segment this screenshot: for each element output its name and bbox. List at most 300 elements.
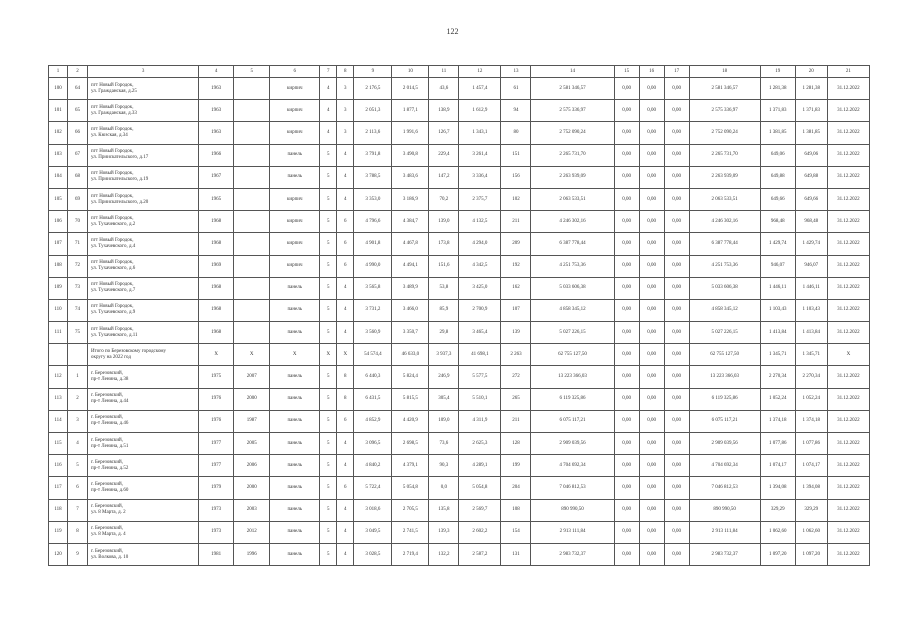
table-cell: 128 bbox=[501, 433, 531, 455]
address-cell: пгт Новый Городок, ул. Тухачевского, д.11 bbox=[88, 322, 199, 344]
table-cell: 0,00 bbox=[639, 366, 664, 388]
table-cell: 6 075 117,21 bbox=[531, 410, 614, 432]
table-cell: 1 052,24 bbox=[795, 388, 827, 410]
address-cell: пгт Новый Городок, ул. Приискательского, д.17 bbox=[88, 144, 199, 166]
table-cell: 2 263 939,09 bbox=[531, 166, 614, 188]
table-cell: 0,00 bbox=[614, 433, 639, 455]
table-cell: 31.12.2022 bbox=[827, 78, 869, 100]
address-cell: пгт Новый Городок, ул. Тухачевского, д.2 bbox=[88, 211, 199, 233]
table-cell: 4 858 345,12 bbox=[531, 299, 614, 321]
table-cell: 6 119 325,86 bbox=[531, 388, 614, 410]
table-cell: 3 353,0 bbox=[354, 188, 392, 210]
table-cell: 4 132,5 bbox=[459, 211, 501, 233]
table-cell: 31.12.2022 bbox=[827, 521, 869, 543]
table-cell: 3 489,9 bbox=[392, 277, 429, 299]
table-cell: 0,00 bbox=[614, 410, 639, 432]
table-cell: 4 384,7 bbox=[392, 211, 429, 233]
table-cell: 3 465,4 bbox=[459, 322, 501, 344]
table-cell: X bbox=[320, 344, 337, 366]
table-cell: кирпич bbox=[270, 211, 320, 233]
table-cell: 1 457,4 bbox=[459, 78, 501, 100]
address-cell: г. Березовский, пр-т Ленина, д.46 bbox=[88, 410, 199, 432]
table-cell: 0,00 bbox=[614, 299, 639, 321]
table-cell: 4 bbox=[337, 499, 354, 521]
table-cell: 109,0 bbox=[429, 410, 459, 432]
table-cell: 3 bbox=[337, 100, 354, 122]
address-cell: г. Березовский, ул. Волкова, д. 10 bbox=[88, 543, 199, 565]
table-cell: 1987 bbox=[234, 410, 270, 432]
table-cell: панель bbox=[270, 322, 320, 344]
column-number: 14 bbox=[531, 66, 614, 78]
address-cell: пгт Новый Городок, ул. Тухачевского, д.7 bbox=[88, 277, 199, 299]
table-cell: 2012 bbox=[234, 521, 270, 543]
table-cell: панель bbox=[270, 433, 320, 455]
table-cell: 6 119 325,86 bbox=[689, 388, 760, 410]
table-cell: 131 bbox=[501, 543, 531, 565]
address-cell: пгт Новый Городок, ул. Гражданская, д.33 bbox=[88, 100, 199, 122]
table-cell: 3 791,8 bbox=[354, 144, 392, 166]
table-cell: 6 440,3 bbox=[354, 366, 392, 388]
table-cell: 31.12.2022 bbox=[827, 144, 869, 166]
table-cell: 3 731,2 bbox=[354, 299, 392, 321]
table-cell: 0,00 bbox=[639, 543, 664, 565]
table-row bbox=[49, 122, 870, 144]
table-cell: 3 937,3 bbox=[429, 344, 459, 366]
table-cell: 31.12.2022 bbox=[827, 188, 869, 210]
address-cell: г. Березовский, пр-т Ленина, д.51 bbox=[88, 433, 199, 455]
table-cell: 4 bbox=[337, 299, 354, 321]
table-cell: 4 bbox=[337, 521, 354, 543]
table-cell: 0,00 bbox=[614, 166, 639, 188]
table-cell: 3 096,5 bbox=[354, 433, 392, 455]
table-cell: 3 565,8 bbox=[354, 277, 392, 299]
table-cell: 246,9 bbox=[429, 366, 459, 388]
table-cell: 890 990,50 bbox=[531, 499, 614, 521]
table-cell: кирпич bbox=[270, 78, 320, 100]
table-cell: 110 bbox=[49, 299, 68, 321]
table-cell: 5 bbox=[320, 255, 337, 277]
table-cell: 2 263 939,09 bbox=[689, 166, 760, 188]
table-cell: 2003 bbox=[234, 499, 270, 521]
table-cell: 2006 bbox=[234, 455, 270, 477]
table-cell: 2 014,5 bbox=[392, 78, 429, 100]
table-cell: 1968 bbox=[199, 233, 234, 255]
table-cell: 5 bbox=[320, 233, 337, 255]
table-cell: 4 342,5 bbox=[459, 255, 501, 277]
table-cell: 31.12.2022 bbox=[827, 433, 869, 455]
table-cell: 5 bbox=[320, 299, 337, 321]
table-cell: 211 bbox=[501, 410, 531, 432]
table-cell: 3 bbox=[337, 122, 354, 144]
table-cell: 4 251 753,36 bbox=[689, 255, 760, 277]
table-cell: 0,00 bbox=[664, 410, 689, 432]
table-cell: 1996 bbox=[234, 543, 270, 565]
table-cell: 1 429,74 bbox=[760, 233, 795, 255]
address-cell: г. Березовский, пр-т Ленина, д.52 bbox=[88, 455, 199, 477]
table-cell: 2 602,2 bbox=[459, 521, 501, 543]
table-cell: 6 bbox=[337, 477, 354, 499]
table-cell: 4 bbox=[337, 144, 354, 166]
table-cell: 0,00 bbox=[639, 211, 664, 233]
table-cell: 4 704 692,34 bbox=[689, 455, 760, 477]
table-cell: 0,00 bbox=[664, 543, 689, 565]
table-cell: 5 bbox=[320, 410, 337, 432]
table-cell: 3 018,6 bbox=[354, 499, 392, 521]
table-cell: 1966 bbox=[199, 144, 234, 166]
address-cell: пгт Новый Городок, ул. Кюзская, д.34 bbox=[88, 122, 199, 144]
table-cell: 4 251 753,36 bbox=[531, 255, 614, 277]
table-cell: 0,00 bbox=[639, 166, 664, 188]
table-cell: 105 bbox=[49, 188, 68, 210]
table-cell: 4 420,9 bbox=[392, 410, 429, 432]
table-cell: 139 bbox=[501, 322, 531, 344]
table-cell: 31.12.2022 bbox=[827, 100, 869, 122]
table-cell: 4 852,9 bbox=[354, 410, 392, 432]
table-cell: 1 345,71 bbox=[760, 344, 795, 366]
table-cell: 2 051,3 bbox=[354, 100, 392, 122]
table-cell: 31.12.2022 bbox=[827, 211, 869, 233]
table-cell: 0,00 bbox=[614, 366, 639, 388]
table-cell: 6 bbox=[337, 211, 354, 233]
table-cell: 1 281,38 bbox=[795, 78, 827, 100]
table-cell: 13 223 366,03 bbox=[689, 366, 760, 388]
table-cell: 0,00 bbox=[664, 499, 689, 521]
address-cell: г. Березовский, пр-т Ленина, д.60 bbox=[88, 477, 199, 499]
table-cell: 0,00 bbox=[639, 122, 664, 144]
table-cell: 649,66 bbox=[795, 188, 827, 210]
table-cell: 70,2 bbox=[429, 188, 459, 210]
table-cell: 5 027 226,15 bbox=[689, 322, 760, 344]
table-cell: 1 097,20 bbox=[760, 543, 795, 565]
table-cell: 0,00 bbox=[614, 344, 639, 366]
table-cell bbox=[49, 344, 68, 366]
table-cell: 31.12.2022 bbox=[827, 277, 869, 299]
address-cell: г. Березовский, пр-т Ленина, д.38 bbox=[88, 366, 199, 388]
table-cell: 1 381,85 bbox=[795, 122, 827, 144]
table-cell: 162 bbox=[501, 277, 531, 299]
table-row bbox=[49, 166, 870, 188]
table-cell: 43,6 bbox=[429, 78, 459, 100]
table-cell: 3 483,6 bbox=[392, 166, 429, 188]
table-cell: 62 755 127,50 bbox=[531, 344, 614, 366]
table-cell: 0,00 bbox=[614, 122, 639, 144]
table-cell: 2 063 533,51 bbox=[689, 188, 760, 210]
table-cell: 13 223 366,03 bbox=[531, 366, 614, 388]
table-cell: 0,0 bbox=[429, 477, 459, 499]
table-row bbox=[49, 277, 870, 299]
table-cell: 71 bbox=[68, 233, 88, 255]
table-cell: 2 913 111,84 bbox=[689, 521, 760, 543]
table-cell: 1 394,08 bbox=[760, 477, 795, 499]
table-cell: 31.12.2022 bbox=[827, 388, 869, 410]
table-cell: 5 033 606,38 bbox=[689, 277, 760, 299]
table-row bbox=[49, 233, 870, 255]
table-cell: 0,00 bbox=[639, 322, 664, 344]
table-cell: 2 752 090,24 bbox=[689, 122, 760, 144]
table-cell: 2 700,9 bbox=[459, 299, 501, 321]
table-cell: 154 bbox=[501, 521, 531, 543]
table-cell: 209 bbox=[501, 233, 531, 255]
table-cell bbox=[234, 100, 270, 122]
table-cell: 5 bbox=[320, 211, 337, 233]
address-cell: пгт Новый Городок, ул. Гражданская, д.25 bbox=[88, 78, 199, 100]
table-cell: 0,00 bbox=[639, 344, 664, 366]
table-cell: 2 575 336,97 bbox=[531, 100, 614, 122]
table-cell: 8 bbox=[337, 388, 354, 410]
table-cell: 4 bbox=[320, 122, 337, 144]
table-cell: 6 387 778,44 bbox=[531, 233, 614, 255]
table-cell: 3 560,9 bbox=[354, 322, 392, 344]
table-cell: 1968 bbox=[199, 322, 234, 344]
table-cell: 2005 bbox=[234, 433, 270, 455]
table-cell: 138,9 bbox=[429, 100, 459, 122]
column-number: 16 bbox=[639, 66, 664, 78]
table-cell: 2 569,7 bbox=[459, 499, 501, 521]
table-cell: 126,7 bbox=[429, 122, 459, 144]
table-cell: 4 bbox=[320, 78, 337, 100]
table-cell: 0,00 bbox=[614, 543, 639, 565]
table-cell: 1963 bbox=[199, 78, 234, 100]
table-cell: 1 374,18 bbox=[795, 410, 827, 432]
table-cell: 0,00 bbox=[664, 521, 689, 543]
table-cell: 2 270,34 bbox=[795, 366, 827, 388]
table-cell: X bbox=[270, 344, 320, 366]
table-cell: 0,00 bbox=[639, 255, 664, 277]
table-cell: кирпич bbox=[270, 188, 320, 210]
table-cell: 68 bbox=[68, 166, 88, 188]
table-cell: 5 bbox=[320, 543, 337, 565]
table-cell: 1967 bbox=[199, 166, 234, 188]
table-cell: кирпич bbox=[270, 100, 320, 122]
table-cell: 2 587,2 bbox=[459, 543, 501, 565]
table-row bbox=[49, 388, 870, 410]
table-cell: 2 575 336,97 bbox=[689, 100, 760, 122]
table-cell: 3 049,5 bbox=[354, 521, 392, 543]
column-number: 4 bbox=[199, 66, 234, 78]
table-cell: 74 bbox=[68, 299, 88, 321]
column-number: 21 bbox=[827, 66, 869, 78]
table-cell: 2 581 346,57 bbox=[531, 78, 614, 100]
table-cell: 1 371,83 bbox=[795, 100, 827, 122]
table-cell: 1973 bbox=[199, 499, 234, 521]
table-cell: 329,29 bbox=[760, 499, 795, 521]
table-cell: 1969 bbox=[199, 255, 234, 277]
table-cell: 31.12.2022 bbox=[827, 122, 869, 144]
table-cell bbox=[234, 299, 270, 321]
table-cell: 1 097,20 bbox=[795, 543, 827, 565]
table-cell: 0,00 bbox=[664, 166, 689, 188]
table-row bbox=[49, 322, 870, 344]
table-cell: 4 467,8 bbox=[392, 233, 429, 255]
table-cell: 107 bbox=[49, 233, 68, 255]
table-cell: 2 581 346,57 bbox=[689, 78, 760, 100]
table-cell: 265 bbox=[501, 388, 531, 410]
table-cell: 173,8 bbox=[429, 233, 459, 255]
table-cell: 2 375,7 bbox=[459, 188, 501, 210]
table-cell: 2007 bbox=[234, 366, 270, 388]
table-cell: 7 046 812,53 bbox=[531, 477, 614, 499]
table-cell: 8 bbox=[337, 366, 354, 388]
table-cell: 118 bbox=[49, 499, 68, 521]
table-cell: 4 990,0 bbox=[354, 255, 392, 277]
table-cell: 1981 bbox=[199, 543, 234, 565]
table-cell: кирпич bbox=[270, 255, 320, 277]
table-cell bbox=[234, 122, 270, 144]
column-number: 19 bbox=[760, 66, 795, 78]
table-cell: 0,00 bbox=[614, 499, 639, 521]
column-number: 15 bbox=[614, 66, 639, 78]
table-cell: 229,4 bbox=[429, 144, 459, 166]
table-cell: 0,00 bbox=[664, 255, 689, 277]
column-number: 8 bbox=[337, 66, 354, 78]
table-cell: 0,00 bbox=[664, 144, 689, 166]
table-cell: 73,6 bbox=[429, 433, 459, 455]
table-cell: 3 425,0 bbox=[459, 277, 501, 299]
table-cell bbox=[234, 166, 270, 188]
table-cell bbox=[234, 211, 270, 233]
table-cell: 946,07 bbox=[795, 255, 827, 277]
table-cell: 139,3 bbox=[429, 521, 459, 543]
table-cell: 4 bbox=[337, 322, 354, 344]
table-cell: 7 046 812,53 bbox=[689, 477, 760, 499]
table-cell: 0,00 bbox=[664, 122, 689, 144]
table-cell: 1 062,60 bbox=[795, 521, 827, 543]
table-cell bbox=[68, 344, 88, 366]
column-number: 17 bbox=[664, 66, 689, 78]
table-cell: 102 bbox=[49, 122, 68, 144]
table-cell: 0,00 bbox=[664, 188, 689, 210]
table-cell: 54 574,4 bbox=[354, 344, 392, 366]
table-row bbox=[49, 410, 870, 432]
table-cell bbox=[234, 322, 270, 344]
table-cell: 5 824,4 bbox=[392, 366, 429, 388]
table-cell: 67 bbox=[68, 144, 88, 166]
table-cell bbox=[234, 233, 270, 255]
table-cell: 4 bbox=[337, 166, 354, 188]
table-cell: 0,00 bbox=[614, 388, 639, 410]
table-cell: 66 bbox=[68, 122, 88, 144]
table-cell: 62 755 127,50 bbox=[689, 344, 760, 366]
table-cell: 75 bbox=[68, 322, 88, 344]
address-cell: г. Березовский, ул. 8 Марта, д. 2 bbox=[88, 499, 199, 521]
table-cell: 0,00 bbox=[639, 521, 664, 543]
table-cell: 211 bbox=[501, 211, 531, 233]
table-cell: 199 bbox=[501, 455, 531, 477]
table-cell: 5 bbox=[320, 144, 337, 166]
table-cell: 1 052,24 bbox=[760, 388, 795, 410]
table-cell: 2 909 039,56 bbox=[689, 433, 760, 455]
column-number: 12 bbox=[459, 66, 501, 78]
table-cell: 0,00 bbox=[639, 233, 664, 255]
table-cell: панель bbox=[270, 144, 320, 166]
table-cell: 0,00 bbox=[639, 388, 664, 410]
table-cell: 113 bbox=[49, 388, 68, 410]
table-cell: 65 bbox=[68, 100, 88, 122]
table-cell bbox=[234, 144, 270, 166]
table-cell: 5 bbox=[320, 521, 337, 543]
table-cell: 1 413,84 bbox=[760, 322, 795, 344]
table-cell: 2 983 732,37 bbox=[689, 543, 760, 565]
table-cell: 2 263 bbox=[501, 344, 531, 366]
table-cell: 29,8 bbox=[429, 322, 459, 344]
table-cell: 0,00 bbox=[614, 211, 639, 233]
table-row bbox=[49, 211, 870, 233]
table-cell: 0,00 bbox=[614, 144, 639, 166]
column-number: 18 bbox=[689, 66, 760, 78]
table-cell: 1 281,38 bbox=[760, 78, 795, 100]
table-cell: 2000 bbox=[234, 388, 270, 410]
table-cell: 0,00 bbox=[614, 277, 639, 299]
table-cell: 31.12.2022 bbox=[827, 299, 869, 321]
table-cell: 31.12.2022 bbox=[827, 543, 869, 565]
table-cell: 3 788,5 bbox=[354, 166, 392, 188]
table-cell: 3 490,8 bbox=[392, 144, 429, 166]
table-cell: 108 bbox=[501, 499, 531, 521]
table-cell: 4 bbox=[68, 433, 88, 455]
table-cell: 2 063 533,51 bbox=[531, 188, 614, 210]
table-cell: 1 612,9 bbox=[459, 100, 501, 122]
table-cell: 5 bbox=[320, 477, 337, 499]
table-cell: 109 bbox=[49, 277, 68, 299]
table-cell: 2 625,3 bbox=[459, 433, 501, 455]
table-cell: 3 261,4 bbox=[459, 144, 501, 166]
table-cell: 114 bbox=[49, 410, 68, 432]
table-cell: 2 265 731,70 bbox=[689, 144, 760, 166]
table-cell bbox=[234, 277, 270, 299]
table-cell: 61 bbox=[501, 78, 531, 100]
table-cell: 0,00 bbox=[664, 211, 689, 233]
table-cell: 1 074,17 bbox=[795, 455, 827, 477]
table-cell: X bbox=[199, 344, 234, 366]
table-cell: 1968 bbox=[199, 277, 234, 299]
table-cell: 2 752 090,24 bbox=[531, 122, 614, 144]
table-row bbox=[49, 543, 870, 565]
address-cell: пгт Новый Городок, ул. Тухачевского, д.9 bbox=[88, 299, 199, 321]
table-cell: 0,00 bbox=[664, 233, 689, 255]
table-cell: 1 381,85 bbox=[760, 122, 795, 144]
table-cell: 31.12.2022 bbox=[827, 322, 869, 344]
table-cell: 1968 bbox=[199, 211, 234, 233]
table-cell: 0,00 bbox=[614, 477, 639, 499]
table-cell: 0,00 bbox=[639, 455, 664, 477]
table-cell: 111 bbox=[49, 322, 68, 344]
table-cell: 6 075 117,21 bbox=[689, 410, 760, 432]
column-number: 10 bbox=[392, 66, 429, 78]
table-cell: 31.12.2022 bbox=[827, 366, 869, 388]
table-cell: 1 343,1 bbox=[459, 122, 501, 144]
table-row bbox=[49, 144, 870, 166]
table-cell: 1976 bbox=[199, 410, 234, 432]
column-number: 13 bbox=[501, 66, 531, 78]
table-cell: 3 186,9 bbox=[392, 188, 429, 210]
table-cell: 0,00 bbox=[664, 299, 689, 321]
table-cell bbox=[234, 255, 270, 277]
table-cell: 0,00 bbox=[664, 433, 689, 455]
table-cell: 1 429,74 bbox=[795, 233, 827, 255]
table-cell: 85,9 bbox=[429, 299, 459, 321]
table-cell: 117 bbox=[49, 477, 68, 499]
table-cell: 31.12.2022 bbox=[827, 499, 869, 521]
table-cell: 6 bbox=[337, 410, 354, 432]
table-cell: 4 311,9 bbox=[459, 410, 501, 432]
table-cell: 90,3 bbox=[429, 455, 459, 477]
table-cell: 1976 bbox=[199, 388, 234, 410]
table-cell: 5 054,8 bbox=[459, 477, 501, 499]
table-cell: 31.12.2022 bbox=[827, 255, 869, 277]
register-table bbox=[48, 65, 870, 566]
table-cell: 2 719,4 bbox=[392, 543, 429, 565]
table-cell: 5 577,5 bbox=[459, 366, 501, 388]
